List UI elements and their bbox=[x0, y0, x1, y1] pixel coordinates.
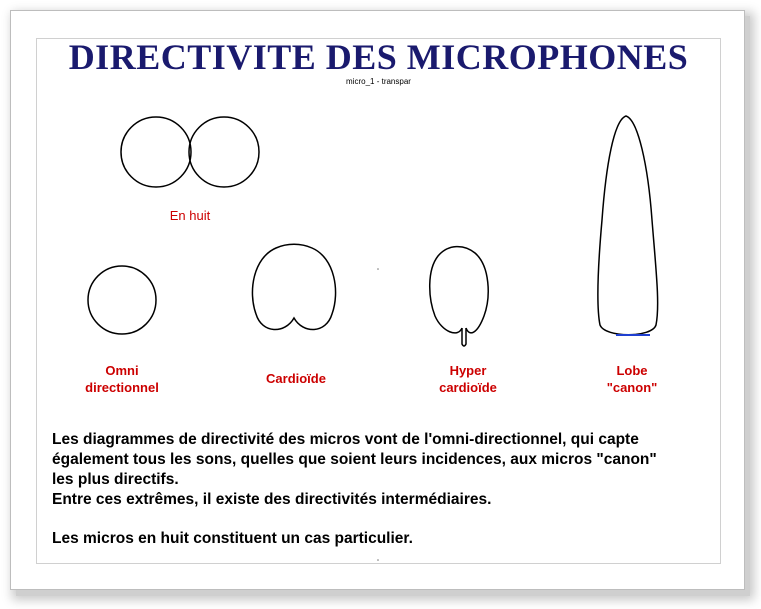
figure-eight-lobe-left bbox=[121, 117, 191, 187]
description-line: également tous les sons, quelles que soient leurs incidences, aux micros "canon" bbox=[52, 451, 657, 468]
description-line: les plus directifs. bbox=[52, 471, 179, 488]
omni-pattern bbox=[88, 266, 156, 334]
stray-dot bbox=[377, 268, 379, 270]
stray-dot bbox=[377, 559, 379, 561]
hypercardioid-rear-lobe bbox=[462, 328, 466, 346]
label-lobe-line2: "canon" bbox=[606, 380, 658, 395]
label-figure-eight: En huit bbox=[169, 208, 211, 223]
page-title: DIRECTIVITE DES MICROPHONES bbox=[68, 37, 689, 77]
label-cardioid: Cardioïde bbox=[266, 371, 326, 386]
cardioid-pattern bbox=[252, 244, 335, 329]
shotgun-lobe-pattern bbox=[598, 116, 658, 335]
label-omni bbox=[72, 362, 172, 396]
label-omni-line2: directionnel bbox=[85, 380, 159, 395]
description-text bbox=[52, 430, 724, 549]
label-hyper-line1: Hyper bbox=[449, 363, 487, 378]
figure-eight-pattern bbox=[121, 117, 259, 187]
description-line: Les diagrammes de directivité des micros vont de l'omni-directionnel, qui capte bbox=[52, 431, 639, 448]
hypercardioid-pattern bbox=[430, 247, 488, 333]
label-lobe-line1: Lobe bbox=[616, 363, 648, 378]
label-hypercardioid bbox=[418, 362, 518, 396]
description-line: Les micros en huit constituent un cas particulier. bbox=[52, 530, 413, 547]
description-line: Entre ces extrêmes, il existe des directivités intermédiaires. bbox=[52, 491, 492, 508]
image-caption: micro_1 - transpar bbox=[346, 77, 411, 86]
label-shotgun bbox=[582, 362, 682, 396]
label-hyper-line2: cardioïde bbox=[439, 380, 497, 395]
label-omni-line1: Omni bbox=[105, 363, 139, 378]
figure-eight-lobe-right bbox=[189, 117, 259, 187]
